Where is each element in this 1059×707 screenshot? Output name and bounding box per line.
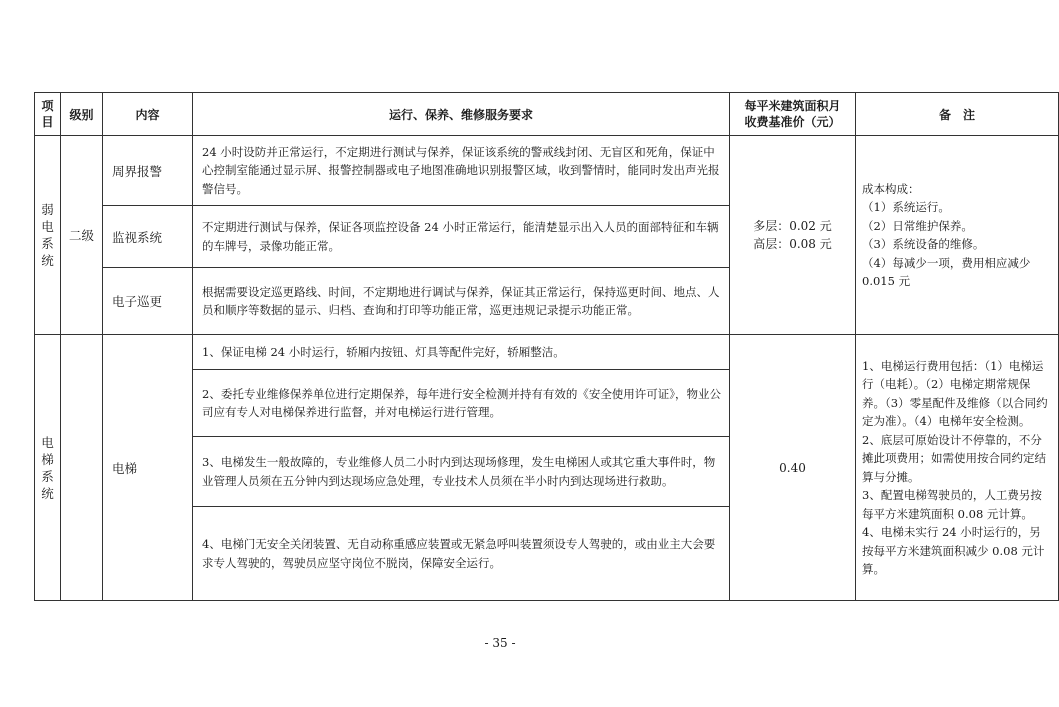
notes-weak-current — [856, 136, 1059, 335]
requirement-electronic-patrol: 根据需要设定巡更路线、时间，不定期地进行调试与保养，保证其正常运行，保持巡更时间、地点、人员和顺序等数据的显示、归档、查询和打印等功能正常，巡更违规记录提示功能正常。 — [193, 268, 730, 335]
content-electronic-patrol: 电子巡更 — [103, 268, 193, 335]
note-line: 1、电梯运行费用包括：（1）电梯运行（电耗）。（2）电梯定期常规保养。（3）零星配件及维修（以合同约定为准）。（4）电梯年安全检测。 — [862, 358, 1048, 428]
notes-elevator — [856, 335, 1059, 601]
table-header-row — [35, 93, 1059, 136]
price-multi-storey: 多层：0.02 元 — [753, 219, 832, 233]
note-line: 2、底层可原始设计不停靠的，不分摊此项费用；如需使用按合同约定结算与分摊。 — [862, 432, 1046, 484]
note-line: 4、电梯未实行 24 小时运行的，另按每平方米建筑面积减少 0.08 元计算。 — [862, 525, 1045, 576]
item-elevator: 电梯系统 — [35, 335, 61, 601]
note-line: 成本构成： — [862, 181, 920, 196]
table-row — [35, 136, 1059, 206]
note-line: （3）系统设备的维修。 — [862, 237, 985, 251]
header-requirements: 运行、保养、维修服务要求 — [193, 93, 730, 136]
header-price-line1: 每平米建筑面积月 — [744, 99, 841, 113]
requirement-monitoring-system: 不定期进行测试与保养，保证各项监控设备 24 小时正常运行，能清楚显示出入人员的面部特征和车辆的车牌号，录像功能正常。 — [193, 206, 730, 268]
requirement-perimeter-alarm: 24 小时设防并正常运行，不定期进行测试与保养，保证该系统的警戒线封闭、无盲区和死角，保证中心控制室能通过显示屏、报警控制器或电子地图准确地识别报警区域，收到警情时，能同时发出声光报警信号。 — [193, 136, 730, 206]
table-row — [35, 335, 1059, 370]
requirement-elevator-1: 1、保证电梯 24 小时运行，轿厢内按钮、灯具等配件完好，轿厢整洁。 — [193, 335, 730, 370]
service-standards-table — [34, 92, 1059, 601]
price-elevator: 0.40 — [730, 335, 856, 601]
requirement-elevator-4: 4、电梯门无安全关闭装置、无自动称重感应装置或无紧急呼叫装置须设专人驾驶的，或由业主大会要求专人驾驶的，驾驶员应坚守岗位不脱岗，保障安全运行。 — [193, 507, 730, 601]
price-weak-current — [730, 136, 856, 335]
header-price-line2: 收费基准价（元） — [744, 115, 841, 129]
header-level: 级别 — [61, 93, 103, 136]
header-price — [730, 93, 856, 136]
level-elevator — [61, 335, 103, 601]
content-monitoring-system: 监视系统 — [103, 206, 193, 268]
note-line: （2）日常维护保养。 — [862, 218, 973, 233]
note-line: （1）系统运行。 — [862, 200, 950, 214]
requirement-elevator-2: 2、委托专业维修保养单位进行定期保养，每年进行安全检测并持有有效的《安全使用许可证》，物业公司应有专人对电梯保养进行监督，并对电梯运行进行管理。 — [193, 370, 730, 437]
content-elevator: 电梯 — [103, 335, 193, 601]
header-content: 内容 — [103, 93, 193, 136]
content-perimeter-alarm: 周界报警 — [103, 136, 193, 206]
price-high-rise: 高层：0.08 元 — [753, 237, 832, 251]
page-number: - 35 - — [484, 636, 516, 650]
header-notes: 备 注 — [856, 93, 1059, 136]
note-line: 3、配置电梯驾驶员的，人工费另按每平方米建筑面积 0.08 元计算。 — [862, 488, 1042, 521]
item-weak-current: 弱电系统 — [35, 136, 61, 335]
level-weak-current: 二级 — [61, 136, 103, 335]
header-item: 项目 — [35, 93, 61, 136]
note-line: （4）每减少一项，费用相应减少 0.015 元 — [862, 255, 1031, 288]
requirement-elevator-3: 3、电梯发生一般故障的，专业维修人员二小时内到达现场修理，发生电梯困人或其它重大事件时，物业管理人员须在五分钟内到达现场应急处理，专业技术人员须在半小时内到达现场进行救助。 — [193, 437, 730, 507]
